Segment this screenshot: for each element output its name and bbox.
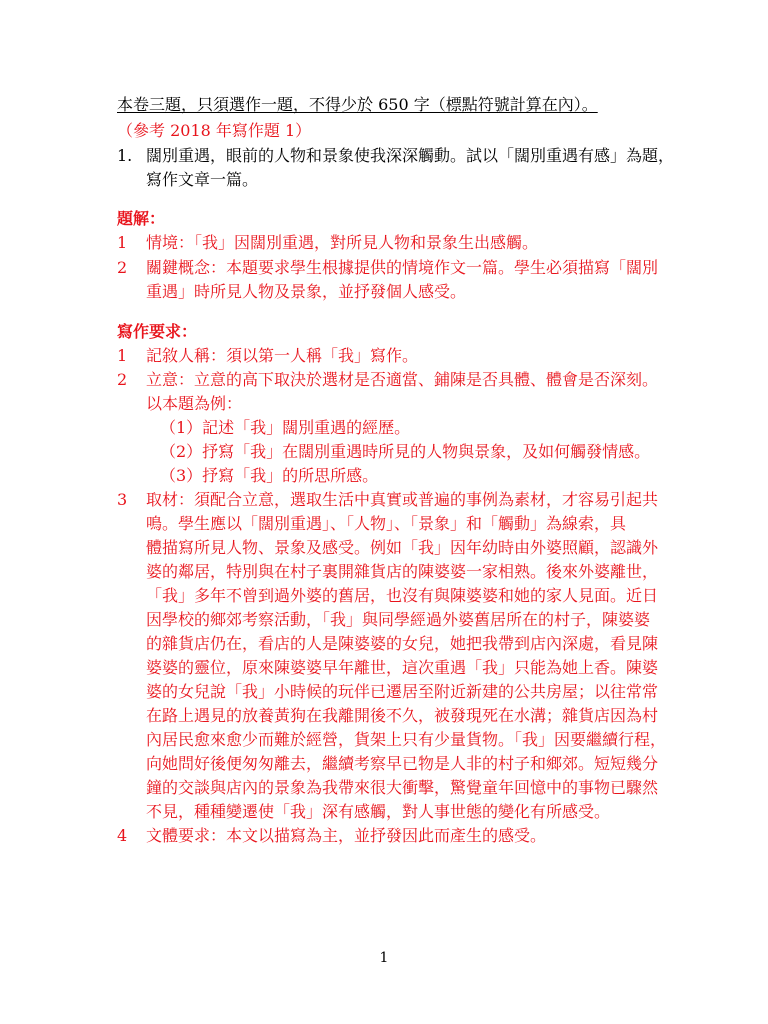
requirement-text: 以本題為例： <box>146 394 243 413</box>
requirement-subitem: （1）記述「我」闊別重遇的經歷。 <box>160 418 411 437</box>
requirement-text: 婆的鄰居，特別與在村子裏開雜貨店的陳婆婆一家相熟。後來外婆離世， <box>146 562 659 581</box>
question-line: 闊別重遇，眼前的人物和景象使我深深觸動。試以「闊別重遇有感」為題， <box>146 146 675 165</box>
requirement-text: 鳴。學生應以「闊別重遇」、「人物」、「景象」和「觸動」為線索，具 <box>146 514 627 533</box>
requirement-text: 向她問好後便匆匆離去，繼續考察早已物是人非的村子和鄉郊。短短幾分 <box>146 754 659 773</box>
requirement-text: 記敘人稱：須以第一人稱「我」寫作。 <box>146 346 419 365</box>
analysis-item-number: 1 <box>117 233 128 252</box>
requirement-text: 鐘的交談與店內的景象為我帶來很大衝擊，驚覺童年回憶中的事物已驟然 <box>146 778 659 797</box>
requirement-number: 3 <box>117 490 128 509</box>
analysis-item-text: 關鍵概念：本題要求學生根據提供的情境作文一篇。學生必須描寫「闊別 <box>146 258 659 277</box>
instructions: 本卷三題，只須選作一題，不得少於 650 字（標點符號計算在內）。 <box>117 95 598 114</box>
question-line: 寫作文章一篇。 <box>146 170 259 189</box>
requirement-text: 婆的女兒說「我」小時候的玩伴已遷居至附近新建的公共房屋；以往常常 <box>146 682 659 701</box>
requirement-number: 1 <box>117 346 128 365</box>
analysis-item-number: 2 <box>117 258 128 277</box>
requirement-text: 文體要求：本文以描寫為主，並抒發因此而產生的感受。 <box>146 826 547 845</box>
requirement-number: 4 <box>117 826 128 845</box>
requirement-text: 的雜貨店仍在，看店的人是陳婆婆的女兒，她把我帶到店內深處，看見陳 <box>146 634 659 653</box>
analysis-heading: 題解： <box>117 209 166 228</box>
requirement-text: 因學校的鄉郊考察活動，「我」與同學經過外婆舊居所在的村子，陳婆婆 <box>146 610 651 629</box>
requirements-heading: 寫作要求： <box>117 322 198 341</box>
analysis-item-text: 重遇」時所見人物及景象，並抒發個人感受。 <box>146 282 467 301</box>
requirement-text: 取材：須配合立意，選取生活中真實或普遍的事例為素材，才容易引起共 <box>146 490 659 509</box>
requirement-text: 內居民愈來愈少而難於經營，貨架上只有少量貨物。「我」因要繼續行程， <box>146 730 667 749</box>
analysis-item-text: 情境：「我」因闊別重遇，對所見人物和景象生出感觸。 <box>146 233 539 252</box>
requirement-number: 2 <box>117 370 128 389</box>
requirement-text: 體描寫所見人物、景象及感受。例如「我」因年幼時由外婆照顧，認識外 <box>146 538 659 557</box>
page-number: 1 <box>379 950 389 966</box>
requirement-subitem: （2）抒寫「我」在闊別重遇時所見的人物與景象，及如何觸發情感。 <box>160 442 651 461</box>
requirement-text: 婆婆的靈位，原來陳婆婆早年離世，這次重遇「我」只能為她上香。陳婆 <box>146 658 659 677</box>
requirement-text: 不見，種種變遷使「我」深有感觸，對人事世態的變化有所感受。 <box>146 802 611 821</box>
requirement-text: 在路上遇見的放養黃狗在我離開後不久，被發現死在水溝；雜貨店因為村 <box>146 706 659 725</box>
requirement-text: 「我」多年不曾到過外婆的舊居，也沒有與陳婆婆和她的家人見面。近日 <box>146 586 659 605</box>
question-number: 1. <box>117 146 133 165</box>
requirement-subitem: （3）抒寫「我」的所思所感。 <box>160 466 379 485</box>
requirement-text: 立意：立意的高下取決於選材是否適當、鋪陳是否具體、體會是否深刻。 <box>146 370 659 389</box>
reference-note: （參考 2018 年寫作題 1） <box>117 121 312 140</box>
